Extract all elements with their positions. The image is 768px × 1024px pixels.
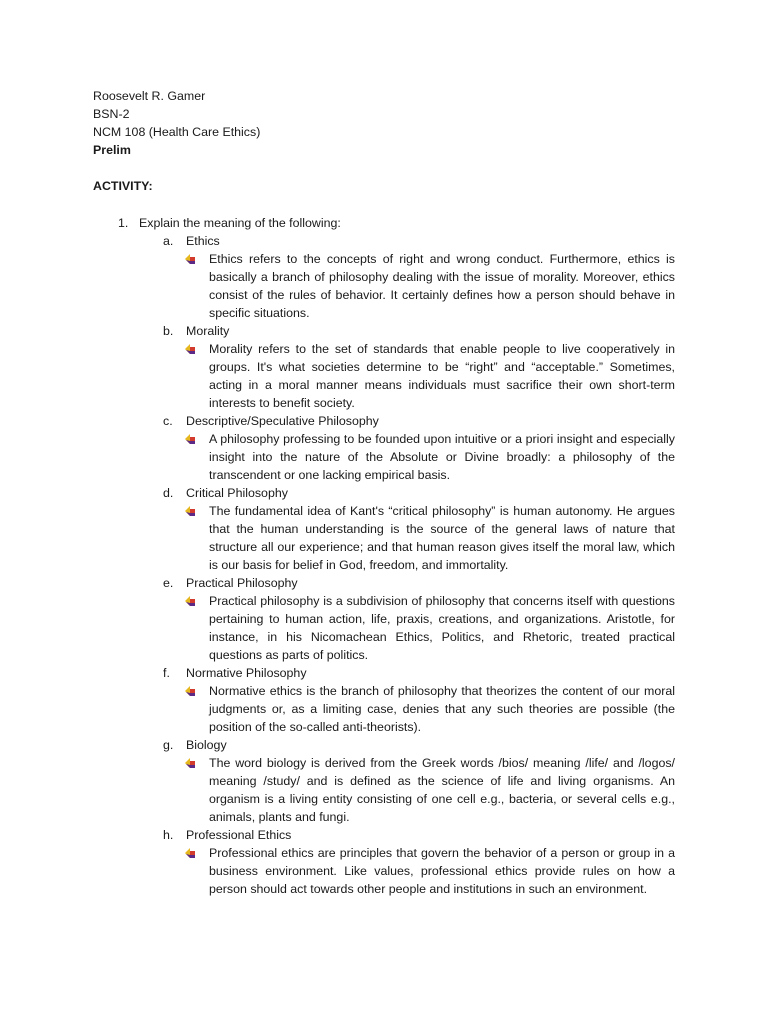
definition-text: A philosophy professing to be founded upon intuitive or a priori insight and especially insight into the nature of the Absolute or Divine broadly: a philosophy of the transcendent or one lacking empirical basis. bbox=[209, 432, 675, 482]
item-title bbox=[163, 232, 675, 250]
item-title bbox=[163, 736, 675, 754]
term-label: Prelim bbox=[93, 143, 131, 157]
definition-bullet bbox=[163, 844, 675, 898]
item-term: Normative Philosophy bbox=[186, 666, 307, 680]
arrow-bullet-icon bbox=[185, 254, 197, 265]
arrow-bullet-icon bbox=[185, 758, 197, 769]
arrow-bullet-icon bbox=[185, 506, 197, 517]
definition-item bbox=[163, 826, 675, 898]
definition-text: Practical philosophy is a subdivision of philosophy that concerns itself with questions pertaining to human action, life, praxis, creations, and organizations. Aristotle, for instance, in his Nicomachean Ethics, Politics, and Rhetoric, treated practical questions as parts of politics. bbox=[209, 594, 675, 662]
definition-item bbox=[163, 412, 675, 484]
definition-list bbox=[163, 232, 675, 898]
item-term: Professional Ethics bbox=[186, 828, 292, 842]
definition-text: Morality refers to the set of standards that enable people to live cooperatively in groups. It's what societies determine to be “right” and “acceptable.” Sometimes, acting in a moral manner means individuals must sacrifice their own short-term interests to benefit society. bbox=[209, 342, 675, 410]
definition-text: The word biology is derived from the Greek words /bios/ meaning /life/ and /logos/ meaning /study/ and is defined as the science of life and living organisms. An organism is a living entity consisting of one cell e.g., bacteria, or several cells e.g., animals, plants and fungi. bbox=[209, 756, 675, 824]
arrow-bullet-icon bbox=[185, 434, 197, 445]
item-title bbox=[163, 322, 675, 340]
definition-bullet bbox=[163, 754, 675, 826]
student-section: BSN-2 bbox=[93, 107, 130, 121]
item-term: Practical Philosophy bbox=[186, 576, 298, 590]
definition-item bbox=[163, 232, 675, 322]
definition-text: Normative ethics is the branch of philosophy that theorizes the content of our moral judgments or, as a limiting case, denies that any such theories are possible (the position of the so-called anti-theorists). bbox=[209, 684, 675, 734]
item-term: Descriptive/Speculative Philosophy bbox=[186, 414, 379, 428]
question-number: 1. bbox=[118, 216, 129, 230]
item-letter: h. bbox=[163, 828, 174, 842]
item-title bbox=[163, 412, 675, 430]
item-letter: a. bbox=[163, 234, 174, 248]
definition-bullet bbox=[163, 430, 675, 484]
item-letter: f. bbox=[163, 666, 170, 680]
item-letter: e. bbox=[163, 576, 174, 590]
arrow-bullet-icon bbox=[185, 344, 197, 355]
definition-text: The fundamental idea of Kant's “critical philosophy” is human autonomy. He argues that the human understanding is the source of the general laws of nature that structure all our experience; and that human reason gives itself the moral law, which is our basis for belief in God, freedom, and immortality. bbox=[209, 504, 675, 572]
definition-item bbox=[163, 574, 675, 664]
definition-item bbox=[163, 322, 675, 412]
arrow-bullet-icon bbox=[185, 848, 197, 859]
student-name: Roosevelt R. Gamer bbox=[93, 89, 206, 103]
definition-bullet bbox=[163, 592, 675, 664]
item-term: Critical Philosophy bbox=[186, 486, 288, 500]
item-title bbox=[163, 574, 675, 592]
item-title bbox=[163, 484, 675, 502]
item-term: Ethics bbox=[186, 234, 220, 248]
item-term: Morality bbox=[186, 324, 230, 338]
definition-bullet bbox=[163, 682, 675, 736]
item-letter: b. bbox=[163, 324, 174, 338]
activity-heading: ACTIVITY: bbox=[93, 179, 153, 193]
definition-item bbox=[163, 664, 675, 736]
item-title bbox=[163, 664, 675, 682]
item-letter: d. bbox=[163, 486, 174, 500]
definition-bullet bbox=[163, 502, 675, 574]
definition-text: Ethics refers to the concepts of right and wrong conduct. Furthermore, ethics is basically a branch of philosophy dealing with the issue of morality. Moreover, ethics consist of the rules of behavior. It certainly defines how a person should behave in specific situations. bbox=[209, 252, 675, 320]
definition-text: Professional ethics are principles that govern the behavior of a person or group in a business environment. Like values, professional ethics provide rules on how a person should act towards other people and institutions in such an environment. bbox=[209, 846, 675, 896]
definition-item bbox=[163, 484, 675, 574]
question-1 bbox=[118, 214, 341, 232]
document-header bbox=[93, 87, 260, 159]
definition-bullet bbox=[163, 250, 675, 322]
item-term: Biology bbox=[186, 738, 227, 752]
definition-item bbox=[163, 736, 675, 826]
arrow-bullet-icon bbox=[185, 596, 197, 607]
item-letter: c. bbox=[163, 414, 173, 428]
question-text: Explain the meaning of the following: bbox=[139, 216, 341, 230]
item-letter: g. bbox=[163, 738, 174, 752]
definition-bullet bbox=[163, 340, 675, 412]
course-title: NCM 108 (Health Care Ethics) bbox=[93, 125, 261, 139]
item-title bbox=[163, 826, 675, 844]
arrow-bullet-icon bbox=[185, 686, 197, 697]
